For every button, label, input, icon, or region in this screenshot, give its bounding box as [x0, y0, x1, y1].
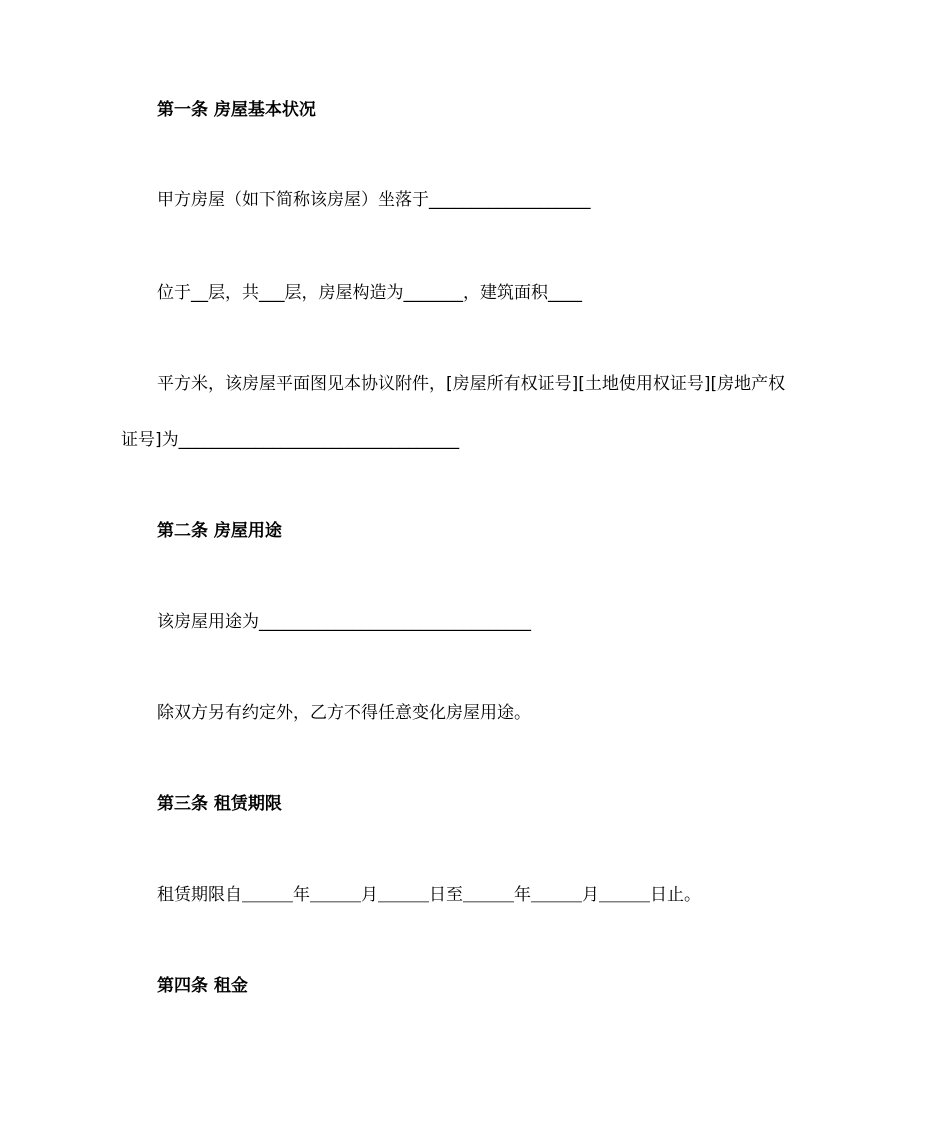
article-1-location-line: 甲方房屋（如下简称该房屋）坐落于___________________ — [157, 190, 591, 210]
article-2-usage-line: 该房屋用途为________________________________ — [157, 612, 531, 632]
article-1-area-line: 平方米，该房屋平面图见本协议附件，[房屋所有权证号][土地使用权证号][房地产权 — [157, 374, 786, 394]
article-1-certificate-line: 证号]为_________________________________ — [121, 430, 460, 450]
article-2-restriction-line: 除双方另有约定外，乙方不得任意变化房屋用途。 — [157, 703, 531, 723]
article-2-heading: 第二条 房屋用途 — [157, 521, 282, 541]
article-3-heading: 第三条 租赁期限 — [157, 794, 282, 814]
article-3-term-line: 租赁期限自＿＿＿年＿＿＿月＿＿＿日至＿＿＿年＿＿＿月＿＿＿日止。 — [157, 885, 701, 905]
article-1-heading: 第一条 房屋基本状况 — [157, 100, 316, 120]
article-1-floor-line: 位于__层，共___层，房屋构造为_______，建筑面积____ — [157, 283, 582, 303]
article-4-heading: 第四条 租金 — [157, 976, 248, 996]
